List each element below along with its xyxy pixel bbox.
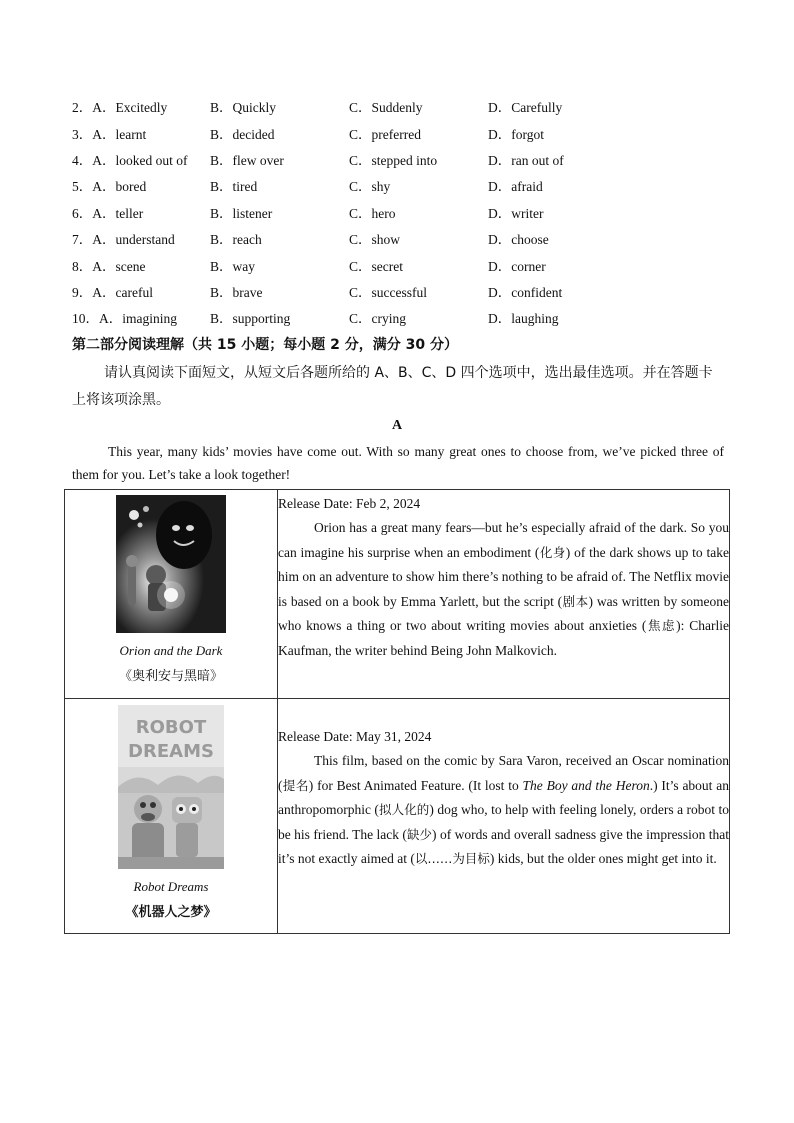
- option-c: [349, 281, 488, 301]
- desc-part: ) for Best Animated Feature. (It lost to: [308, 777, 523, 793]
- question-number: 9: [72, 284, 79, 300]
- option-b: [210, 175, 349, 195]
- question-number-dot: ．: [78, 100, 93, 116]
- question-number: 2: [72, 100, 79, 116]
- option-label: B．listener: [210, 205, 273, 221]
- question-number: 5: [72, 179, 79, 195]
- movies-table: [64, 489, 730, 934]
- desc-part: ) of words and overall sadness give the impression that it’s not exactly aimed at (: [278, 826, 729, 867]
- option-label: D．corner: [488, 258, 546, 274]
- option-label: C．shy: [349, 179, 391, 195]
- option-b: [210, 96, 349, 116]
- option-label: D．choose: [488, 232, 549, 248]
- option-label: A．imagining: [99, 311, 177, 327]
- question-row: [72, 304, 732, 330]
- poster-cell: [65, 699, 278, 934]
- option-a: [72, 228, 210, 248]
- option-b: [210, 123, 349, 143]
- orion-poster-image: [116, 495, 226, 633]
- option-label: D．laughing: [488, 311, 559, 327]
- option-label: A．looked out of: [92, 152, 188, 168]
- option-label: D．afraid: [488, 179, 543, 195]
- option-d: [488, 175, 638, 195]
- section-instruction: [72, 360, 724, 414]
- option-label: B．supporting: [210, 311, 291, 327]
- movie-title-cn: 《奥利安与黑暗》: [118, 669, 223, 684]
- question-row: [72, 93, 732, 119]
- desc-gloss: 拟人化的: [378, 802, 430, 818]
- movie-description-cell: [278, 490, 730, 699]
- movie-row: [65, 490, 730, 699]
- question-number: 7: [72, 232, 79, 248]
- option-label: B．reach: [210, 232, 262, 248]
- option-c: [349, 96, 488, 116]
- option-label: C．hero: [349, 205, 396, 221]
- option-b: [210, 202, 349, 222]
- desc-gloss: 焦虑: [646, 618, 677, 634]
- option-label: A．teller: [92, 205, 144, 221]
- desc-part: ) kids, but the older ones might get into it.: [489, 851, 717, 867]
- passage-intro: [72, 440, 724, 486]
- desc-part: ) of the dark shows up to take him on an adventure to show him there’s nothing to be afraid of. The Netflix movie is based on a book by Emma Yarlett, but the script (: [278, 544, 729, 609]
- movie-title-cn: 《机器人之梦》: [125, 905, 217, 920]
- question-row: [72, 199, 732, 225]
- movie-title-en: Robot Dreams: [133, 879, 209, 894]
- option-label: A．bored: [92, 179, 147, 195]
- desc-gloss: 缺少: [406, 826, 433, 842]
- option-b: [210, 228, 349, 248]
- option-label: A．scene: [92, 258, 146, 274]
- desc-italic-title: The Boy and the Heron: [522, 777, 650, 793]
- instruction-text: 请认真阅读下面短文，从短文后各题所给的 A、B、C、D 四个选项中，选出最佳选项。并在答题卡上将该项涂黑。: [72, 365, 713, 408]
- passage-letter: A: [391, 418, 403, 433]
- option-label: A．learnt: [92, 126, 147, 142]
- option-label: D．Carefully: [488, 100, 563, 116]
- question-row: [72, 119, 732, 145]
- question-row: [72, 172, 732, 198]
- option-d: [488, 96, 638, 116]
- poster-title-line-1: ROBOT: [135, 717, 207, 738]
- option-label: C．Suddenly: [349, 100, 423, 116]
- question-row: [72, 251, 732, 277]
- question-number-dot: ．: [78, 258, 93, 274]
- question-row: [72, 278, 732, 304]
- movie-description: [278, 516, 729, 664]
- option-b: [210, 255, 349, 275]
- poster-title-line-2: DREAMS: [128, 741, 214, 762]
- question-number-dot: ．: [78, 284, 93, 300]
- option-label: A．Excitedly: [92, 100, 168, 116]
- option-label: B．decided: [210, 126, 275, 142]
- desc-part: Orion has a great many fears—but he’s especially afraid of the dark. So you can imagine his surprise when an embodiment (: [278, 520, 729, 560]
- option-a: [72, 307, 210, 327]
- option-d: [488, 123, 638, 143]
- desc-part: This film, based on the comic by Sara Varon, received an Oscar nomination (: [278, 753, 729, 793]
- option-b: [210, 281, 349, 301]
- intro-text: This year, many kids’ movies have come out. With so many great ones to choose from, we’ve picked three of them for you. Let’s take a look together!: [72, 444, 724, 482]
- option-c: [349, 149, 488, 169]
- option-label: B．Quickly: [210, 100, 276, 116]
- robot-dreams-poster-image: [118, 705, 224, 869]
- question-number-dot: ．: [78, 205, 93, 221]
- option-label: D．ran out of: [488, 152, 564, 168]
- question-number-dot: ．: [78, 126, 93, 142]
- movie-description-cell: [278, 699, 730, 934]
- option-d: [488, 255, 638, 275]
- question-number-dot: ．: [78, 179, 93, 195]
- option-label: B．brave: [210, 284, 263, 300]
- option-c: [349, 175, 488, 195]
- option-a: [72, 175, 210, 195]
- option-label: C．successful: [349, 284, 427, 300]
- poster-cell: [65, 490, 278, 699]
- option-a: [72, 255, 210, 275]
- desc-part: ) was written by someone who knows a thing or two about writing movies about anxieties (: [278, 593, 729, 634]
- desc-gloss: 以……为目标: [414, 851, 490, 867]
- option-label: B．flew over: [210, 152, 284, 168]
- option-c: [349, 307, 488, 327]
- option-d: [488, 307, 638, 327]
- option-label: D．forgot: [488, 126, 544, 142]
- question-number-dot: ．: [85, 311, 99, 327]
- movie-row: [65, 699, 730, 934]
- option-label: B．way: [210, 258, 255, 274]
- option-label: D．confident: [488, 284, 563, 300]
- desc-part: ): Charlie Kaufman, the writer behind Being John Malkovich.: [278, 618, 730, 658]
- question-number: 8: [72, 258, 79, 274]
- question-options-list: [72, 93, 732, 331]
- option-label: D．writer: [488, 205, 544, 221]
- option-c: [349, 255, 488, 275]
- option-a: [72, 281, 210, 301]
- question-number-dot: ．: [78, 232, 93, 248]
- option-label: C．crying: [349, 311, 406, 327]
- question-row: [72, 225, 732, 251]
- release-date: Release Date: May 31, 2024: [278, 729, 432, 744]
- movie-description: [278, 749, 729, 872]
- option-a: [72, 123, 210, 143]
- desc-gloss: 提名: [282, 777, 309, 793]
- option-b: [210, 307, 349, 327]
- option-label: C．stepped into: [349, 152, 438, 168]
- option-d: [488, 281, 638, 301]
- release-date: Release Date: Feb 2, 2024: [278, 496, 421, 511]
- option-label: A．understand: [92, 232, 175, 248]
- question-number: 10: [72, 311, 86, 327]
- option-label: C．preferred: [349, 126, 421, 142]
- option-label: A．careful: [92, 284, 153, 300]
- question-row: [72, 146, 732, 172]
- desc-part: ) dog who, to help with feeling lonely, orders a robot to be his friend. The lack (: [278, 802, 729, 842]
- section-title: 第二部分阅读理解（共 15 小题；每小题 2 分，满分 30 分）: [72, 337, 458, 353]
- option-a: [72, 149, 210, 169]
- option-a: [72, 96, 210, 116]
- question-number: 4: [72, 152, 79, 168]
- movie-title-en: Orion and the Dark: [119, 643, 223, 658]
- option-a: [72, 202, 210, 222]
- option-d: [488, 202, 638, 222]
- option-b: [210, 149, 349, 169]
- desc-gloss: 化身: [539, 544, 566, 560]
- desc-part: .) It’s about an anthropomorphic (: [278, 777, 729, 818]
- question-number-dot: ．: [78, 152, 93, 168]
- question-number: 3: [72, 126, 79, 142]
- option-label: C．secret: [349, 258, 403, 274]
- desc-gloss: 剧本: [562, 593, 589, 609]
- option-c: [349, 123, 488, 143]
- option-c: [349, 228, 488, 248]
- option-d: [488, 149, 638, 169]
- option-d: [488, 228, 638, 248]
- option-label: B．tired: [210, 179, 258, 195]
- question-number: 6: [72, 205, 79, 221]
- option-label: C．show: [349, 232, 401, 248]
- option-c: [349, 202, 488, 222]
